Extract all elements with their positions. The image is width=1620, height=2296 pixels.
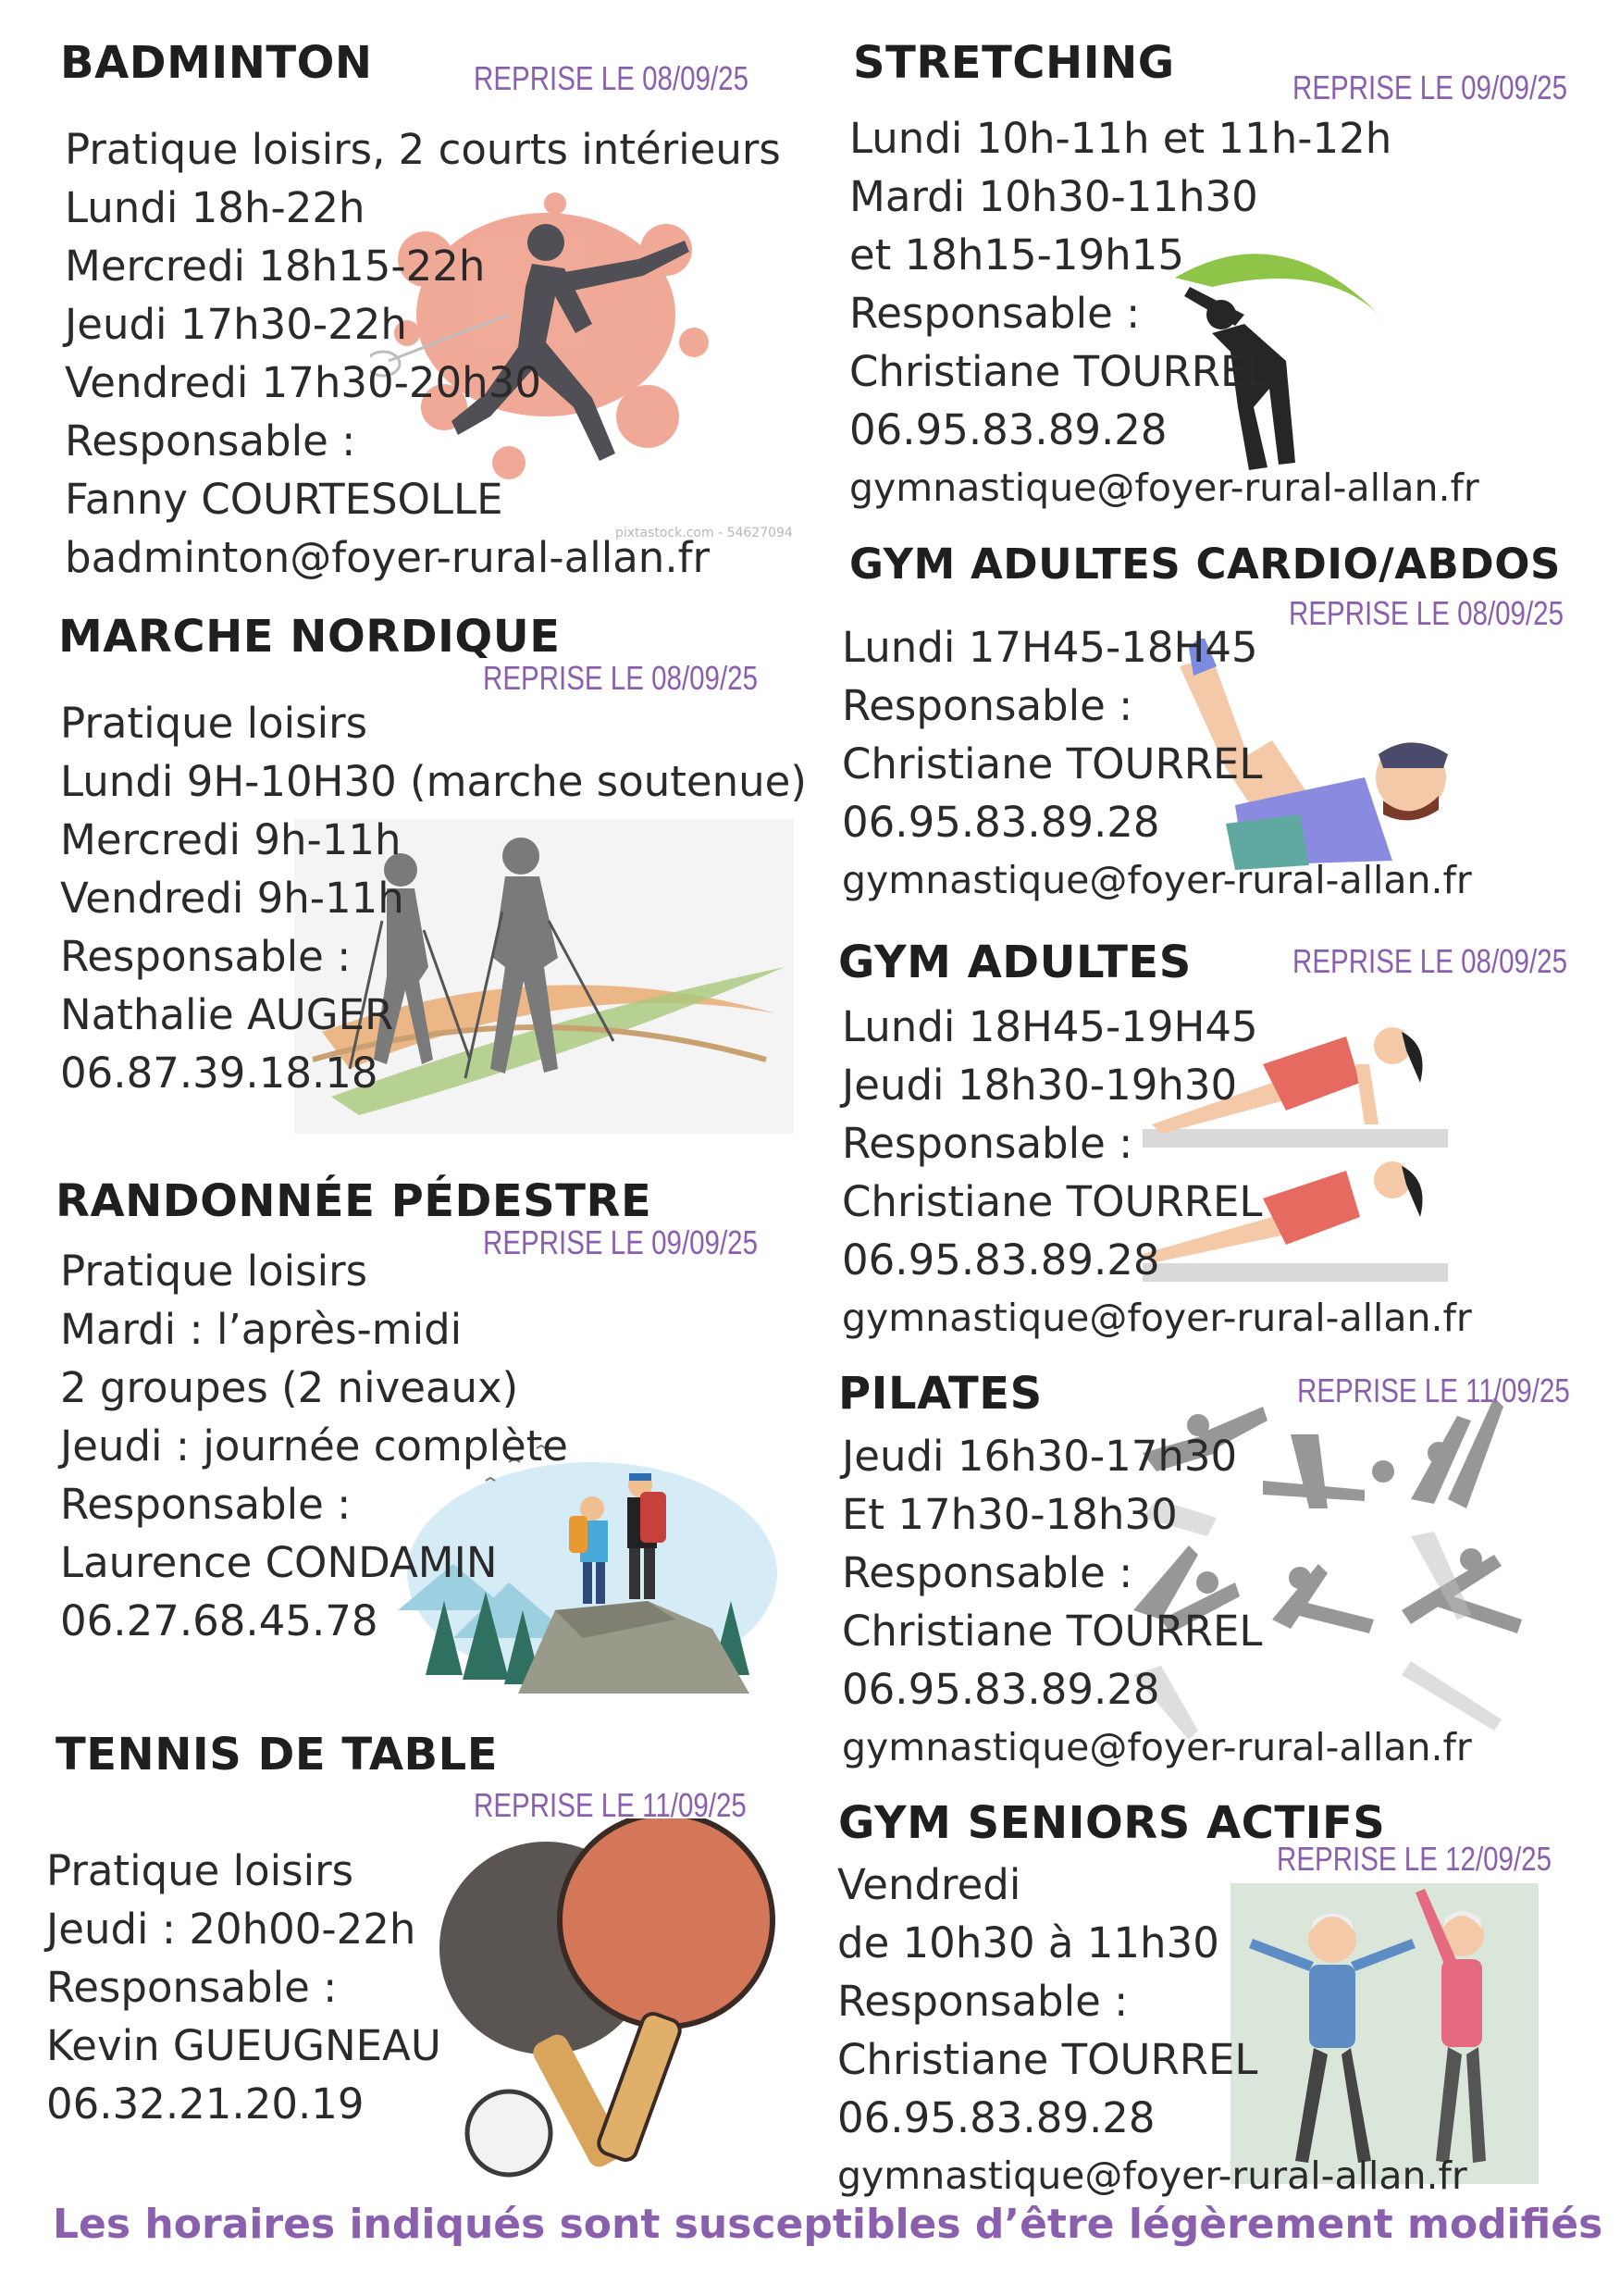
stretching-line-3: et 18h15-19h15 [849,230,1184,279]
seniors-phone: 06.95.83.89.28 [837,2093,1156,2142]
badminton-line-1: Pratique loisirs, 2 courts intérieurs [65,125,781,174]
gym-adultes-line-3: Responsable : [842,1119,1133,1168]
badminton-title: BADMINTON [60,37,373,89]
tennis-line-2: Jeudi : 20h00-22h [46,1905,416,1954]
marche-line-5: Responsable : [60,932,352,981]
marche-line-1: Pratique loisirs [60,699,368,748]
pilates-phone: 06.95.83.89.28 [842,1665,1160,1714]
badminton-details [65,120,781,587]
schedule-disclaimer: Les horaires indiqués sont susceptibles d’être légèrement modifiés [53,2201,1603,2248]
stretching-line-5: Christiane TOURREL [849,347,1270,396]
tennis-de-table-title: TENNIS DE TABLE [56,1729,498,1781]
badminton-line-5: Vendredi 17h30-20h30 [65,358,541,407]
pilates-line-3: Responsable : [842,1548,1133,1597]
stretching-phone: 06.95.83.89.28 [849,405,1168,454]
marche-line-4: Vendredi 9h-11h [60,874,404,923]
gym-seniors-details [837,1855,1467,2205]
stretching-reprise-date: REPRISE LE 09/09/25 [1292,68,1568,106]
randonnee-line-3: 2 groupes (2 niveaux) [60,1363,519,1412]
image-watermark: pixtastock.com - 54627094 [615,526,793,540]
marche-line-3: Mercredi 9h-11h [60,815,402,864]
marche-line-2: Lundi 9H-10H30 (marche soutenue) [60,757,807,806]
gym-adultes-email[interactable]: gymnastique@foyer-rural-allan.fr [842,1296,1472,1340]
randonnee-details [60,1242,568,1650]
gym-adultes-title: GYM ADULTES [838,937,1192,988]
gym-seniors-title: GYM SENIORS ACTIFS [838,1797,1386,1849]
stretching-email[interactable]: gymnastique@foyer-rural-allan.fr [849,465,1479,510]
pilates-title: PILATES [838,1368,1043,1420]
randonnee-reprise-date: REPRISE LE 09/09/25 [483,1223,759,1261]
tennis-line-3: Responsable : [46,1963,338,2012]
randonnee-line-4: Jeudi : journée complète [60,1421,568,1471]
ping-pong-paddles-illustration [421,1818,791,2189]
badminton-line-3: Mercredi 18h15-22h [65,242,486,291]
gym-cardio-abdos-reprise-date: REPRISE LE 08/09/25 [1289,594,1564,632]
randonnee-title: RANDONNÉE PÉDESTRE [56,1175,652,1227]
tennis-line-1: Pratique loisirs [46,1846,354,1895]
randonnee-line-2: Mardi : l’après-midi [60,1305,463,1354]
gym-adultes-line-1: Lundi 18H45-19H45 [842,1002,1258,1051]
gym-adultes-line-2: Jeudi 18h30-19h30 [842,1061,1238,1110]
pilates-line-1: Jeudi 16h30-17h30 [842,1432,1238,1481]
seniors-line-3: Responsable : [837,1977,1129,2026]
seniors-line-1: Vendredi [837,1860,1021,1909]
seniors-line-4: Christiane TOURREL [837,2035,1258,2084]
badminton-email[interactable]: badminton@foyer-rural-allan.fr [65,533,710,582]
gym-adultes-details [842,998,1472,1347]
randonnee-line-5: Responsable : [60,1480,352,1529]
badminton-line-2: Lundi 18h-22h [65,183,365,232]
gym-adultes-reprise-date: REPRISE LE 08/09/25 [1292,942,1568,980]
marche-line-6: Nathalie AUGER [60,990,394,1039]
gym-cardio-abdos-details [842,618,1472,910]
badminton-line-6: Responsable : [65,416,356,465]
tennis-de-table-reprise-date: REPRISE LE 11/09/25 [474,1786,747,1824]
pilates-line-4: Christiane TOURREL [842,1607,1263,1656]
gym-adultes-line-4: Christiane TOURREL [842,1177,1263,1226]
stretching-line-2: Mardi 10h30-11h30 [849,172,1258,221]
tennis-line-4: Kevin GUEUGNEAU [46,2021,441,2070]
stretching-details [849,109,1479,517]
tennis-de-table-details [46,1842,441,2133]
gym-adultes-phone: 06.95.83.89.28 [842,1235,1160,1285]
stretching-line-4: Responsable : [849,289,1141,338]
pilates-email[interactable]: gymnastique@foyer-rural-allan.fr [842,1725,1472,1769]
seniors-email[interactable]: gymnastique@foyer-rural-allan.fr [837,2153,1467,2198]
tennis-phone: 06.32.21.20.19 [46,2079,365,2128]
stretching-line-1: Lundi 10h-11h et 11h-12h [849,114,1392,163]
randonnee-phone: 06.27.68.45.78 [60,1596,378,1645]
gym-seniors-reprise-date: REPRISE LE 12/09/25 [1277,1840,1552,1878]
marche-nordique-details [60,694,807,1102]
badminton-line-7: Fanny COURTESOLLE [65,475,503,524]
gym-cardio-abdos-title: GYM ADULTES CARDIO/ABDOS [849,540,1561,589]
gym-cardio-line-1: Lundi 17H45-18H45 [842,623,1258,672]
gym-cardio-phone: 06.95.83.89.28 [842,798,1160,847]
stretching-title: STRETCHING [853,37,1175,89]
badminton-line-4: Jeudi 17h30-22h [65,300,407,349]
badminton-reprise-date: REPRISE LE 08/09/25 [474,59,749,97]
gym-cardio-line-2: Responsable : [842,681,1133,730]
gym-cardio-email[interactable]: gymnastique@foyer-rural-allan.fr [842,858,1472,902]
randonnee-line-1: Pratique loisirs [60,1247,368,1296]
gym-cardio-line-3: Christiane TOURREL [842,739,1263,788]
marche-phone: 06.87.39.18.18 [60,1049,378,1098]
randonnee-line-6: Laurence CONDAMIN [60,1538,498,1587]
marche-nordique-reprise-date: REPRISE LE 08/09/25 [483,659,759,697]
seniors-line-2: de 10h30 à 11h30 [837,1918,1219,1967]
pilates-line-2: Et 17h30-18h30 [842,1490,1178,1539]
marche-nordique-title: MARCHE NORDIQUE [58,611,561,663]
pilates-details [842,1427,1472,1777]
pilates-reprise-date: REPRISE LE 11/09/25 [1297,1371,1570,1409]
